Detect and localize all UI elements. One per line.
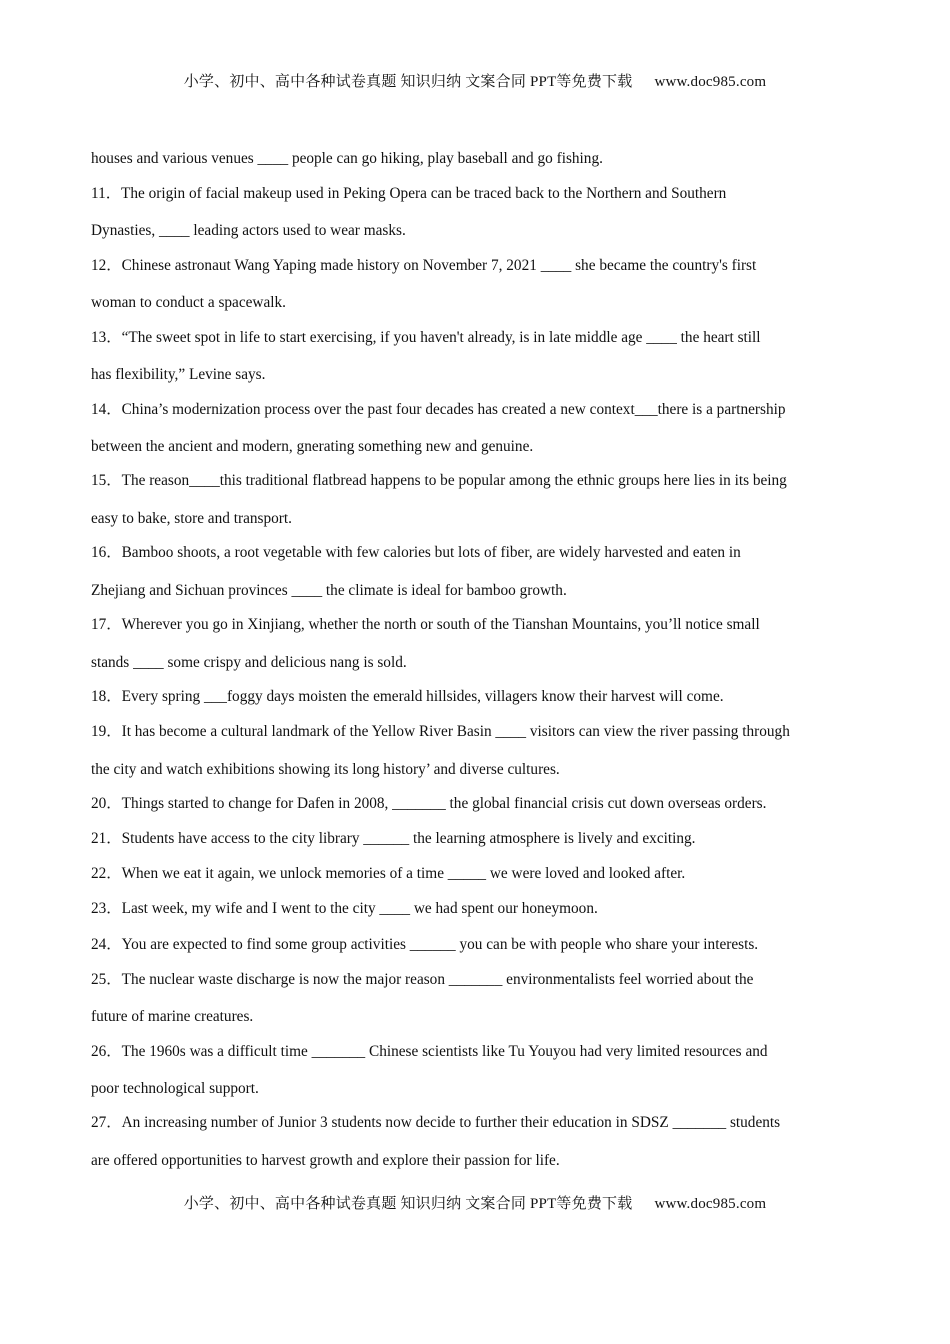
text-line: 18．Every spring ___foggy days moisten the emerald hillsides, villagers know their harvest will come. [91, 688, 724, 705]
text-line: 26．The 1960s was a difficult time _______ Chinese scientists like Tu Youyou had very limited resources and [91, 1043, 768, 1060]
footer-text: 小学、初中、高中各种试卷真题 知识归纳 文案合同 PPT等免费下载 [183, 1196, 633, 1212]
text-line: 20．Things started to change for Dafen in 2008, _______ the global financial crisis cut down overseas orders. [91, 795, 767, 812]
text-line: 11．The origin of facial makeup used in Peking Opera can be traced back to the Northern and Southern [91, 185, 727, 202]
text-line: 24．You are expected to find some group activities ______ you can be with people who share your interests. [91, 936, 759, 953]
text-line: 15．The reason____this traditional flatbread happens to be popular among the ethnic groups here lies in its being [91, 472, 787, 489]
footer-site: www.doc985.com [654, 1196, 767, 1212]
text-line: are offered opportunities to harvest growth and explore their passion for life. [91, 1152, 560, 1169]
text-line: 22．When we eat it again, we unlock memories of a time _____ we were loved and looked after. [91, 865, 686, 882]
text-line: between the ancient and modern, gnerating something new and genuine. [91, 438, 534, 455]
text-line: 16．Bamboo shoots, a root vegetable with few calories but lots of fiber, are widely harvested and eaten in [91, 544, 741, 561]
text-line: 17．Wherever you go in Xinjiang, whether the north or south of the Tianshan Mountains, you’ll notice small [91, 616, 760, 633]
page-header [0, 70, 950, 91]
text-line: houses and various venues ____ people can go hiking, play baseball and go fishing. [91, 150, 603, 167]
text-line: poor technological support. [91, 1080, 259, 1097]
text-line: the city and watch exhibitions showing its long history’ and diverse cultures. [91, 761, 560, 778]
text-line: 25．The nuclear waste discharge is now the major reason _______ environmentalists feel worried about the [91, 971, 754, 988]
text-line: 23．Last week, my wife and I went to the city ____ we had spent our honeymoon. [91, 900, 598, 917]
text-line: Zhejiang and Sichuan provinces ____ the climate is ideal for bamboo growth. [91, 582, 567, 599]
text-line: 14．China’s modernization process over the past four decades has created a new context___there is a partnership [91, 401, 786, 418]
page-footer [0, 1192, 950, 1213]
document-body [91, 141, 861, 1178]
text-line: has flexibility,” Levine says. [91, 366, 266, 383]
text-line: 19．It has become a cultural landmark of the Yellow River Basin ____ visitors can view the river passing through [91, 723, 790, 740]
text-line: future of marine creatures. [91, 1008, 254, 1025]
text-line: easy to bake, store and transport. [91, 510, 292, 527]
text-line: Dynasties, ____ leading actors used to wear masks. [91, 222, 406, 239]
text-line: 12．Chinese astronaut Wang Yaping made history on November 7, 2021 ____ she became the country's first [91, 257, 757, 274]
text-line: stands ____ some crispy and delicious nang is sold. [91, 654, 407, 671]
text-line: 21．Students have access to the city library ______ the learning atmosphere is lively and exciting. [91, 830, 696, 847]
text-line: woman to conduct a spacewalk. [91, 294, 286, 311]
text-line: 27．An increasing number of Junior 3 students now decide to further their education in SDSZ _______ students [91, 1114, 781, 1131]
text-line: 13．“The sweet spot in life to start exercising, if you haven't already, is in late middle age ____ the heart still [91, 329, 761, 346]
header-text: 小学、初中、高中各种试卷真题 知识归纳 文案合同 PPT等免费下载 [183, 74, 633, 90]
header-site: www.doc985.com [654, 74, 767, 90]
